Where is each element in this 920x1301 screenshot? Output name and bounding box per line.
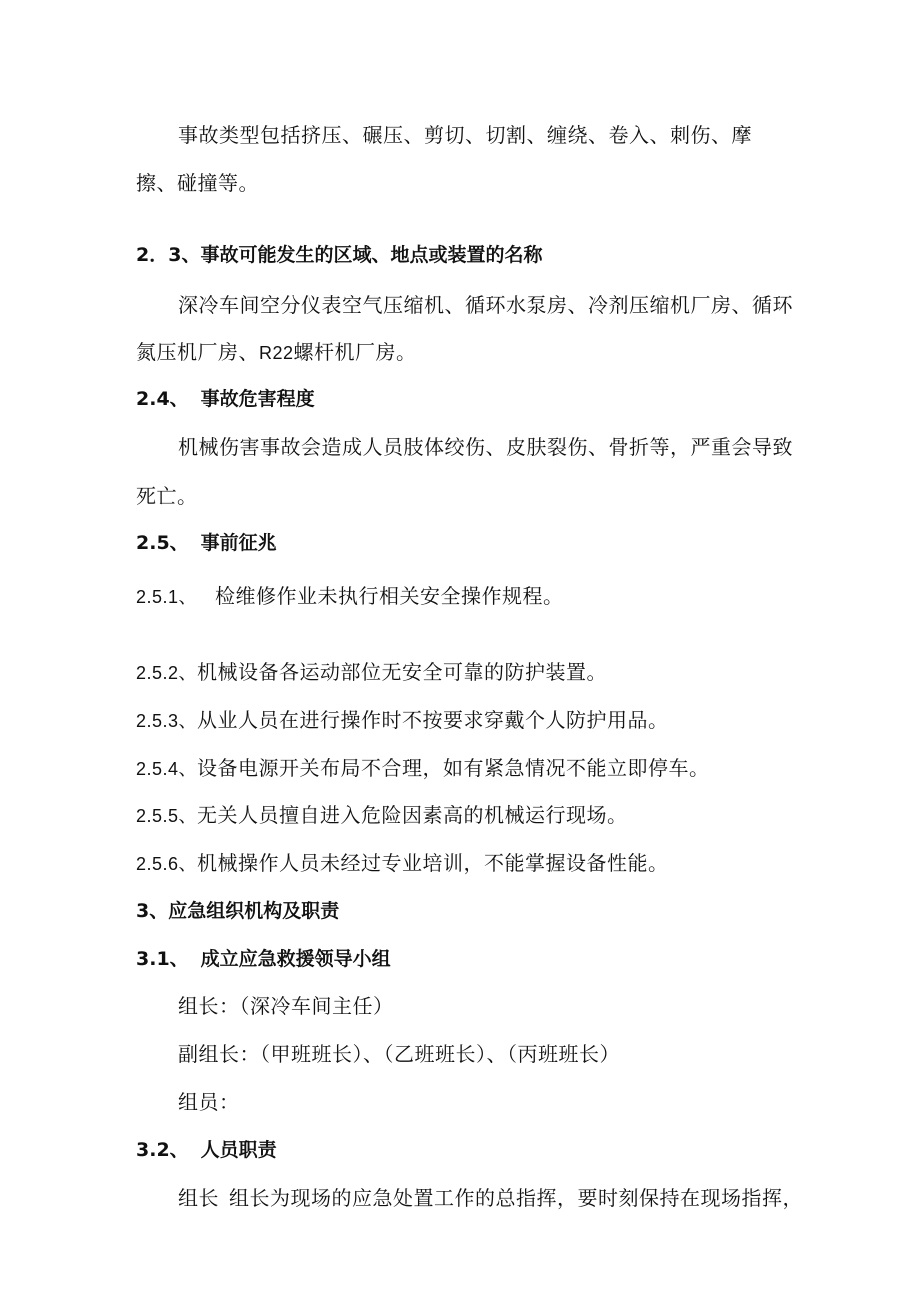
list-item [136,662,607,682]
leader-duty-text: 组长为现场的应急处置工作的总指挥，要时刻保持在现场指挥， [229,1186,803,1210]
item-text: 从业人员在进行操作时不按要求穿戴个人防护用品。 [197,708,669,732]
group-leader: 组长：（深冷车间主任） [178,994,394,1018]
group-deputy: 副组长：（甲班班长）、（乙班班长）、（丙班班长） [178,1042,620,1066]
section-3-2-heading [136,1141,277,1160]
item-text: 无关人员擅自进入危险因素高的机械运行现场。 [197,803,628,827]
item-number: 2.5.5、 [136,806,198,826]
section-2-5-number: 2.5、 [136,532,189,554]
paragraph-locations-line1: 深冷车间空分仪表空气压缩机、循环水泵房、冷剂压缩机厂房、循环 [178,293,793,317]
item-text: 检维修作业未执行相关安全操作规程。 [215,584,564,608]
section-2-5-title: 事前征兆 [200,532,277,554]
section-2-3-number: 2．3、 [136,244,201,266]
list-item [136,758,710,778]
group-members: 组员： [178,1090,240,1114]
list-item [136,853,669,873]
item-number: 2.5.4、 [136,759,198,779]
section-3-1-heading [136,950,391,969]
paragraph-hazard-line1: 机械伤害事故会造成人员肢体绞伤、皮肤裂伤、骨折等，严重会导致 [178,435,793,459]
locations-line2-pre: 氮压机厂房、 [136,340,259,364]
section-2-5-heading [136,534,277,553]
section-2-4-heading [136,390,315,409]
r22-label: R22 [259,343,294,363]
item-number: 2.5.1、 [136,587,198,607]
section-3-2-number: 3.2、 [136,1139,189,1161]
list-item [136,710,669,730]
paragraph-accident-types-line2: 擦、碰撞等。 [136,171,259,195]
section-3-2-title: 人员职责 [200,1139,277,1161]
item-text: 机械操作人员未经过专业培训，不能掌握设备性能。 [197,851,669,875]
list-item [136,586,564,606]
item-number: 2.5.6、 [136,854,198,874]
paragraph-accident-types-line1: 事故类型包括挤压、碾压、剪切、切割、缠绕、卷入、刺伤、摩 [178,123,752,147]
section-2-4-number: 2.4、 [136,388,189,410]
item-number: 2.5.2、 [136,663,198,683]
section-2-3-heading [136,246,542,265]
section-3-1-number: 3.1、 [136,948,189,970]
list-item [136,805,628,825]
item-text: 机械设备各运动部位无安全可靠的防护装置。 [197,660,608,684]
paragraph-hazard-line2: 死亡。 [136,484,198,508]
section-2-4-title: 事故危害程度 [200,388,315,410]
paragraph-leader-duty [178,1188,803,1208]
item-text: 设备电源开关布局不合理，如有紧急情况不能立即停车。 [197,756,710,780]
paragraph-locations-line2 [136,342,417,362]
locations-line2-post: 螺杆机厂房。 [293,340,417,364]
section-3-1-title: 成立应急救援领导小组 [200,948,391,970]
section-3-heading: 3、应急组织机构及职责 [136,900,340,922]
section-2-3-title: 事故可能发生的区域、地点或装置的名称 [200,244,543,266]
item-number: 2.5.3、 [136,711,198,731]
leader-label: 组长 [178,1186,219,1210]
